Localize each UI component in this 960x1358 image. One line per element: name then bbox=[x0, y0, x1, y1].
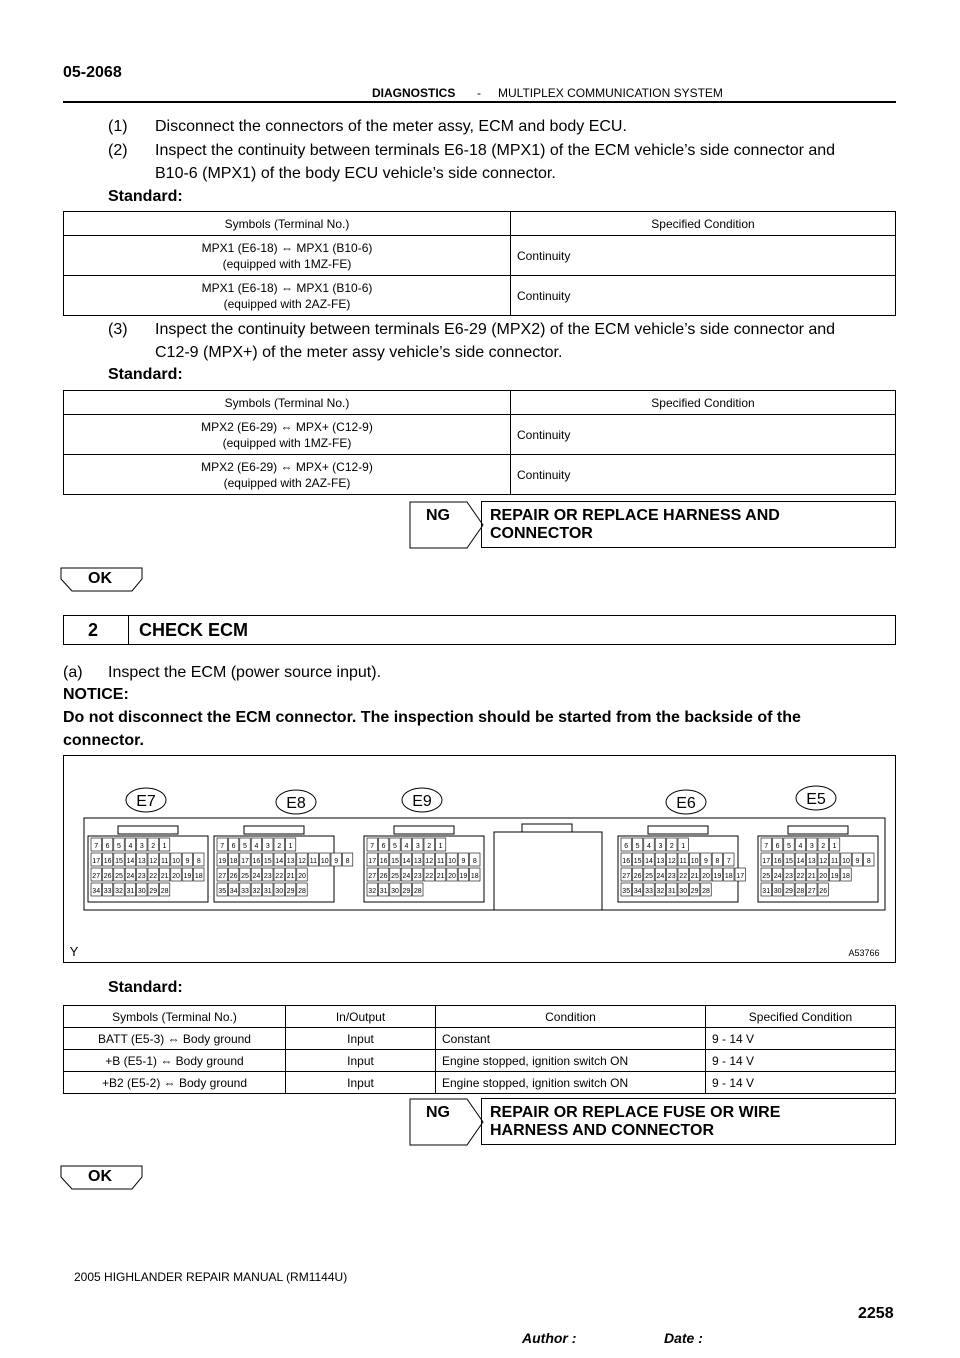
step-3-text-b: C12-9 (MPX+) of the meter assy vehicle’s side connector. bbox=[155, 344, 563, 361]
terminal-number: 12 bbox=[667, 858, 676, 865]
diagram-corner-label: Y bbox=[69, 944, 79, 959]
diagram-code: A53766 bbox=[848, 948, 880, 958]
terminal-number: 14 bbox=[126, 858, 135, 865]
terminal-number: 31 bbox=[263, 888, 272, 895]
table-row bbox=[64, 1072, 896, 1094]
connector-tab bbox=[648, 826, 708, 834]
ok-label-2: OK bbox=[88, 1168, 112, 1185]
terminal-number: 30 bbox=[679, 888, 688, 895]
connector-tab bbox=[788, 826, 848, 834]
terminal-number: 6 bbox=[624, 843, 629, 850]
terminal-number: 22 bbox=[796, 873, 805, 880]
terminal-number: 22 bbox=[275, 873, 284, 880]
terminal-number: 12 bbox=[298, 858, 306, 865]
table-cell: Input bbox=[286, 1028, 436, 1050]
terminal-number: 10 bbox=[320, 858, 329, 865]
terminal-number: 30 bbox=[391, 888, 399, 895]
terminal-number: 14 bbox=[402, 858, 411, 865]
table-header: Condition bbox=[436, 1006, 706, 1028]
step-1-text: Disconnect the connectors of the meter assy, ECM and body ECU. bbox=[155, 118, 627, 135]
terminal-number: 8 bbox=[472, 858, 477, 865]
terminal-number: 16 bbox=[103, 858, 112, 865]
terminal-number: 26 bbox=[819, 888, 828, 895]
table-header: Specified Condition bbox=[706, 1006, 896, 1028]
terminal-number: 20 bbox=[702, 873, 710, 880]
terminal-number: 17 bbox=[736, 873, 745, 880]
table-cell: 9 - 14 V bbox=[706, 1050, 896, 1072]
terminal-number: 2 bbox=[669, 843, 674, 850]
table-cell: MPX1 (E6-18) ⇔ MPX1 (B10-6) bbox=[201, 280, 373, 295]
terminal-number: 3 bbox=[658, 843, 663, 850]
terminal-number: 22 bbox=[425, 873, 434, 880]
terminal-number: 10 bbox=[172, 858, 180, 865]
subsection-title: MULTIPLEX COMMUNICATION SYSTEM bbox=[498, 86, 723, 100]
terminal-number: 21 bbox=[807, 873, 816, 880]
terminal-number: 4 bbox=[254, 843, 259, 850]
terminal-number: 19 bbox=[713, 873, 722, 880]
terminal-number: 30 bbox=[275, 888, 284, 895]
step-1-number: (1) bbox=[108, 118, 128, 135]
terminal-number: 21 bbox=[286, 873, 295, 880]
terminal-number: 14 bbox=[796, 858, 805, 865]
terminal-number: 25 bbox=[762, 873, 771, 880]
date-label: Date : bbox=[664, 1330, 703, 1346]
header-dash: - bbox=[477, 86, 481, 100]
connector-tab bbox=[244, 826, 304, 834]
terminal-number: 18 bbox=[842, 873, 850, 880]
terminal-number: 10 bbox=[690, 858, 699, 865]
terminal-number: 23 bbox=[667, 873, 676, 880]
check-number: 2 bbox=[88, 620, 99, 640]
terminal-number: 15 bbox=[785, 858, 793, 865]
terminal-number: 26 bbox=[633, 873, 642, 880]
terminal-number: 16 bbox=[252, 858, 261, 865]
terminal-number: 4 bbox=[798, 843, 803, 850]
table-row bbox=[64, 1028, 896, 1050]
terminal-number: 4 bbox=[128, 843, 133, 850]
table-cell: Continuity bbox=[511, 276, 896, 316]
terminal-number: 22 bbox=[149, 873, 158, 880]
manual-footer: 2005 HIGHLANDER REPAIR MANUAL (RM1144U) bbox=[74, 1270, 348, 1284]
terminal-number: 19 bbox=[183, 873, 192, 880]
terminal-number: 34 bbox=[633, 888, 642, 895]
ok-label-1: OK bbox=[88, 570, 112, 587]
terminal-number: 20 bbox=[298, 873, 306, 880]
terminal-number: 6 bbox=[775, 843, 780, 850]
terminal-number: 14 bbox=[645, 858, 653, 865]
terminal-number: 24 bbox=[252, 873, 261, 880]
table-row bbox=[64, 276, 896, 316]
table-cell: Continuity bbox=[511, 415, 896, 455]
terminal-number: 34 bbox=[229, 888, 238, 895]
terminal-number: 28 bbox=[298, 888, 306, 895]
connector-label: E8 bbox=[286, 795, 306, 812]
terminal-number: 34 bbox=[92, 888, 101, 895]
terminal-number: 13 bbox=[413, 858, 422, 865]
terminal-number: 29 bbox=[149, 888, 158, 895]
terminal-number: 28 bbox=[413, 888, 422, 895]
terminal-number: 1 bbox=[832, 843, 837, 850]
terminal-number: 12 bbox=[425, 858, 434, 865]
terminal-number: 9 bbox=[461, 858, 466, 865]
terminal-number: 4 bbox=[647, 843, 651, 850]
check-divider bbox=[128, 615, 129, 645]
terminal-number: 2 bbox=[821, 843, 826, 850]
terminal-number: 14 bbox=[275, 858, 284, 865]
terminal-number: 5 bbox=[635, 843, 640, 850]
table-cell: 9 - 14 V bbox=[706, 1072, 896, 1094]
table-row bbox=[64, 1050, 896, 1072]
terminal-number: 32 bbox=[656, 888, 665, 895]
step-3-text-a: Inspect the continuity between terminals E6-29 (MPX2) of the ECM vehicle’s side connector and bbox=[155, 321, 836, 338]
terminal-number: 24 bbox=[656, 873, 665, 880]
terminal-number: 31 bbox=[762, 888, 771, 895]
terminal-number: 11 bbox=[830, 858, 839, 865]
ng-action-line: REPAIR OR REPLACE HARNESS AND bbox=[490, 507, 780, 524]
standard-label-1: Standard: bbox=[108, 188, 183, 205]
terminal-number: 17 bbox=[241, 858, 249, 865]
page-number: 2258 bbox=[858, 1305, 894, 1322]
terminal-number: 18 bbox=[229, 858, 238, 865]
ng-action-1 bbox=[490, 507, 888, 543]
terminal-number: 19 bbox=[830, 873, 839, 880]
terminal-number: 5 bbox=[243, 843, 247, 850]
terminal-number: 4 bbox=[404, 843, 409, 850]
terminal-number: 6 bbox=[105, 843, 110, 850]
table-cell: 9 - 14 V bbox=[706, 1028, 896, 1050]
terminal-number: 28 bbox=[160, 888, 169, 895]
terminal-number: 11 bbox=[436, 858, 445, 865]
terminal-number: 17 bbox=[762, 858, 771, 865]
table-header: In/Output bbox=[286, 1006, 436, 1028]
terminal-number: 15 bbox=[633, 858, 642, 865]
table-cell: +B2 (E5-2) ⇔ Body ground bbox=[64, 1072, 286, 1094]
terminal-number: 25 bbox=[115, 873, 123, 880]
terminal-number: 1 bbox=[681, 843, 686, 850]
check-step-text: Inspect the ECM (power source input). bbox=[108, 664, 382, 681]
table-cell: BATT (E5-3) ⇔ Body ground bbox=[64, 1028, 286, 1050]
terminal-number: 13 bbox=[286, 858, 295, 865]
check-step-number: (a) bbox=[63, 664, 83, 681]
section-title: DIAGNOSTICS bbox=[372, 86, 456, 100]
standard-label-3: Standard: bbox=[108, 979, 183, 996]
terminal-number: 22 bbox=[679, 873, 688, 880]
ng-action-2 bbox=[490, 1104, 888, 1140]
table-cell: (equipped with 2AZ-FE) bbox=[223, 296, 351, 311]
terminal-number: 31 bbox=[379, 888, 388, 895]
terminal-number: 25 bbox=[645, 873, 653, 880]
spec-table-1 bbox=[63, 211, 896, 316]
terminal-number: 12 bbox=[819, 858, 828, 865]
header-rule bbox=[63, 101, 896, 103]
notice-line-1: Do not disconnect the ECM connector. The inspection should be started from the backside of the bbox=[63, 709, 801, 726]
terminal-number: 11 bbox=[679, 858, 687, 865]
table-cell: (equipped with 2AZ-FE) bbox=[223, 475, 351, 490]
ecm-connector-diagram bbox=[63, 755, 896, 963]
table-cell: Input bbox=[286, 1072, 436, 1094]
terminal-number: 27 bbox=[622, 873, 631, 880]
terminal-number: 24 bbox=[126, 873, 135, 880]
terminal-number: 21 bbox=[436, 873, 445, 880]
terminal-number: 16 bbox=[379, 858, 388, 865]
table-header: Specified Condition bbox=[511, 391, 896, 415]
table-cell: (equipped with 1MZ-FE) bbox=[222, 256, 352, 271]
standard-label-2: Standard: bbox=[108, 366, 183, 383]
terminal-number: 8 bbox=[715, 858, 720, 865]
terminal-number: 8 bbox=[196, 858, 201, 865]
spec-table-2 bbox=[63, 390, 896, 495]
terminal-number: 5 bbox=[787, 843, 791, 850]
spec-table-3 bbox=[63, 1005, 896, 1094]
terminal-number: 1 bbox=[162, 843, 167, 850]
connector-drawing bbox=[64, 756, 895, 962]
terminal-number: 1 bbox=[288, 843, 293, 850]
terminal-number: 29 bbox=[402, 888, 411, 895]
author-label: Author : bbox=[522, 1330, 577, 1346]
terminal-number: 10 bbox=[448, 858, 456, 865]
table-cell: Input bbox=[286, 1050, 436, 1072]
terminal-number: 31 bbox=[667, 888, 676, 895]
terminal-number: 2 bbox=[427, 843, 432, 850]
terminal-number: 15 bbox=[115, 858, 123, 865]
table-header: Specified Condition bbox=[511, 212, 896, 236]
connector-label: E6 bbox=[676, 795, 696, 812]
terminal-number: 3 bbox=[139, 843, 144, 850]
terminal-number: 20 bbox=[172, 873, 180, 880]
terminal-number: 33 bbox=[103, 888, 112, 895]
connector-tab bbox=[118, 826, 178, 834]
terminal-number: 21 bbox=[160, 873, 169, 880]
terminal-number: 15 bbox=[263, 858, 272, 865]
terminal-number: 13 bbox=[137, 858, 146, 865]
terminal-number: 25 bbox=[241, 873, 249, 880]
terminal-number: 32 bbox=[252, 888, 261, 895]
table-cell: Continuity bbox=[511, 455, 896, 495]
terminal-number: 17 bbox=[92, 858, 101, 865]
table-cell: Engine stopped, ignition switch ON bbox=[436, 1050, 706, 1072]
terminal-number: 9 bbox=[704, 858, 708, 865]
table-cell: +B (E5-1) ⇔ Body ground bbox=[64, 1050, 286, 1072]
terminal-number: 6 bbox=[231, 843, 236, 850]
terminal-number: 16 bbox=[773, 858, 782, 865]
notice-label: NOTICE: bbox=[63, 686, 129, 703]
notice-line-2: connector. bbox=[63, 732, 144, 749]
table-cell: Engine stopped, ignition switch ON bbox=[436, 1072, 706, 1094]
table-row bbox=[64, 236, 896, 276]
page-code: 05-2068 bbox=[63, 64, 122, 81]
table-cell: Constant bbox=[436, 1028, 706, 1050]
step-2-text-b: B10-6 (MPX1) of the body ECU vehicle’s side connector. bbox=[155, 165, 556, 182]
terminal-number: 24 bbox=[773, 873, 782, 880]
terminal-number: 27 bbox=[368, 873, 377, 880]
connector-label: E7 bbox=[136, 793, 156, 810]
table-row bbox=[64, 455, 896, 495]
terminal-number: 27 bbox=[218, 873, 227, 880]
terminal-number: 30 bbox=[773, 888, 782, 895]
terminal-number: 7 bbox=[94, 843, 99, 850]
terminal-number: 19 bbox=[218, 858, 227, 865]
terminal-number: 26 bbox=[103, 873, 112, 880]
terminal-number: 25 bbox=[391, 873, 399, 880]
step-2-text-a: Inspect the continuity between terminals E6-18 (MPX1) of the ECM vehicle’s side connector and bbox=[155, 142, 836, 159]
ng-label-2: NG bbox=[426, 1104, 450, 1121]
terminal-number: 29 bbox=[785, 888, 793, 895]
ng-label-1: NG bbox=[426, 507, 450, 524]
terminal-number: 9 bbox=[855, 858, 860, 865]
table-cell: MPX2 (E6-29) ⇔ MPX+ (C12-9) bbox=[201, 459, 373, 474]
table-row bbox=[64, 415, 896, 455]
terminal-number: 16 bbox=[622, 858, 631, 865]
terminal-number: 28 bbox=[796, 888, 805, 895]
terminal-number: 6 bbox=[381, 843, 386, 850]
terminal-number: 7 bbox=[764, 843, 769, 850]
ng-action-line: CONNECTOR bbox=[490, 525, 593, 542]
terminal-number: 13 bbox=[807, 858, 816, 865]
terminal-number: 26 bbox=[379, 873, 388, 880]
terminal-number: 18 bbox=[724, 873, 733, 880]
terminal-number: 28 bbox=[702, 888, 710, 895]
terminal-number: 8 bbox=[866, 858, 871, 865]
table-cell: MPX1 (E6-18) ⇔ MPX1 (B10-6) bbox=[201, 240, 373, 255]
terminal-number: 7 bbox=[220, 843, 225, 850]
connector-latch bbox=[522, 824, 572, 832]
terminal-number: 20 bbox=[819, 873, 828, 880]
terminal-number: 13 bbox=[656, 858, 665, 865]
terminal-number: 33 bbox=[241, 888, 249, 895]
terminal-number: 33 bbox=[645, 888, 653, 895]
terminal-number: 3 bbox=[809, 843, 814, 850]
terminal-number: 26 bbox=[229, 873, 238, 880]
connector-label: E5 bbox=[806, 791, 826, 808]
connector-tab bbox=[394, 826, 454, 834]
terminal-number: 30 bbox=[137, 888, 146, 895]
check-title: CHECK ECM bbox=[139, 620, 249, 640]
terminal-number: 3 bbox=[265, 843, 270, 850]
terminal-number: 7 bbox=[726, 858, 731, 865]
terminal-number: 5 bbox=[117, 843, 121, 850]
terminal-number: 11 bbox=[309, 858, 318, 865]
terminal-number: 21 bbox=[690, 873, 699, 880]
terminal-number: 9 bbox=[334, 858, 339, 865]
terminal-number: 31 bbox=[126, 888, 135, 895]
connector-label: E9 bbox=[412, 793, 432, 810]
table-header: Symbols (Terminal No.) bbox=[64, 1006, 286, 1028]
ng-action-line: REPAIR OR REPLACE FUSE OR WIRE bbox=[490, 1104, 781, 1121]
connector-blank-section bbox=[494, 832, 602, 910]
terminal-number: 27 bbox=[807, 888, 816, 895]
terminal-number: 7 bbox=[370, 843, 375, 850]
terminal-number: 32 bbox=[115, 888, 123, 895]
terminal-number: 3 bbox=[415, 843, 420, 850]
terminal-number: 32 bbox=[368, 888, 377, 895]
terminal-number: 23 bbox=[785, 873, 793, 880]
terminal-number: 15 bbox=[391, 858, 399, 865]
terminal-number: 9 bbox=[185, 858, 190, 865]
table-cell: (equipped with 1MZ-FE) bbox=[222, 435, 352, 450]
terminal-number: 8 bbox=[345, 858, 350, 865]
table-cell: MPX2 (E6-29) ⇔ MPX+ (C12-9) bbox=[201, 419, 373, 434]
terminal-number: 35 bbox=[218, 888, 227, 895]
terminal-number: 17 bbox=[368, 858, 377, 865]
ng-action-line: HARNESS AND CONNECTOR bbox=[490, 1122, 715, 1139]
terminal-number: 23 bbox=[413, 873, 422, 880]
terminal-number: 5 bbox=[393, 843, 397, 850]
table-cell: Continuity bbox=[511, 236, 896, 276]
terminal-number: 18 bbox=[194, 873, 203, 880]
terminal-number: 23 bbox=[263, 873, 272, 880]
table-header: Symbols (Terminal No.) bbox=[64, 391, 511, 415]
terminal-number: 2 bbox=[277, 843, 282, 850]
terminal-number: 20 bbox=[448, 873, 456, 880]
terminal-number: 29 bbox=[286, 888, 295, 895]
terminal-number: 29 bbox=[690, 888, 699, 895]
step-3-number: (3) bbox=[108, 321, 128, 338]
terminal-number: 12 bbox=[149, 858, 158, 865]
table-header: Symbols (Terminal No.) bbox=[64, 212, 511, 236]
terminal-number: 10 bbox=[842, 858, 850, 865]
terminal-number: 18 bbox=[470, 873, 479, 880]
terminal-number: 27 bbox=[92, 873, 101, 880]
step-2-number: (2) bbox=[108, 142, 128, 159]
terminal-number: 2 bbox=[151, 843, 156, 850]
terminal-number: 19 bbox=[459, 873, 468, 880]
terminal-number: 23 bbox=[137, 873, 146, 880]
terminal-number: 1 bbox=[438, 843, 443, 850]
terminal-number: 24 bbox=[402, 873, 411, 880]
terminal-number: 35 bbox=[622, 888, 631, 895]
terminal-number: 11 bbox=[160, 858, 169, 865]
